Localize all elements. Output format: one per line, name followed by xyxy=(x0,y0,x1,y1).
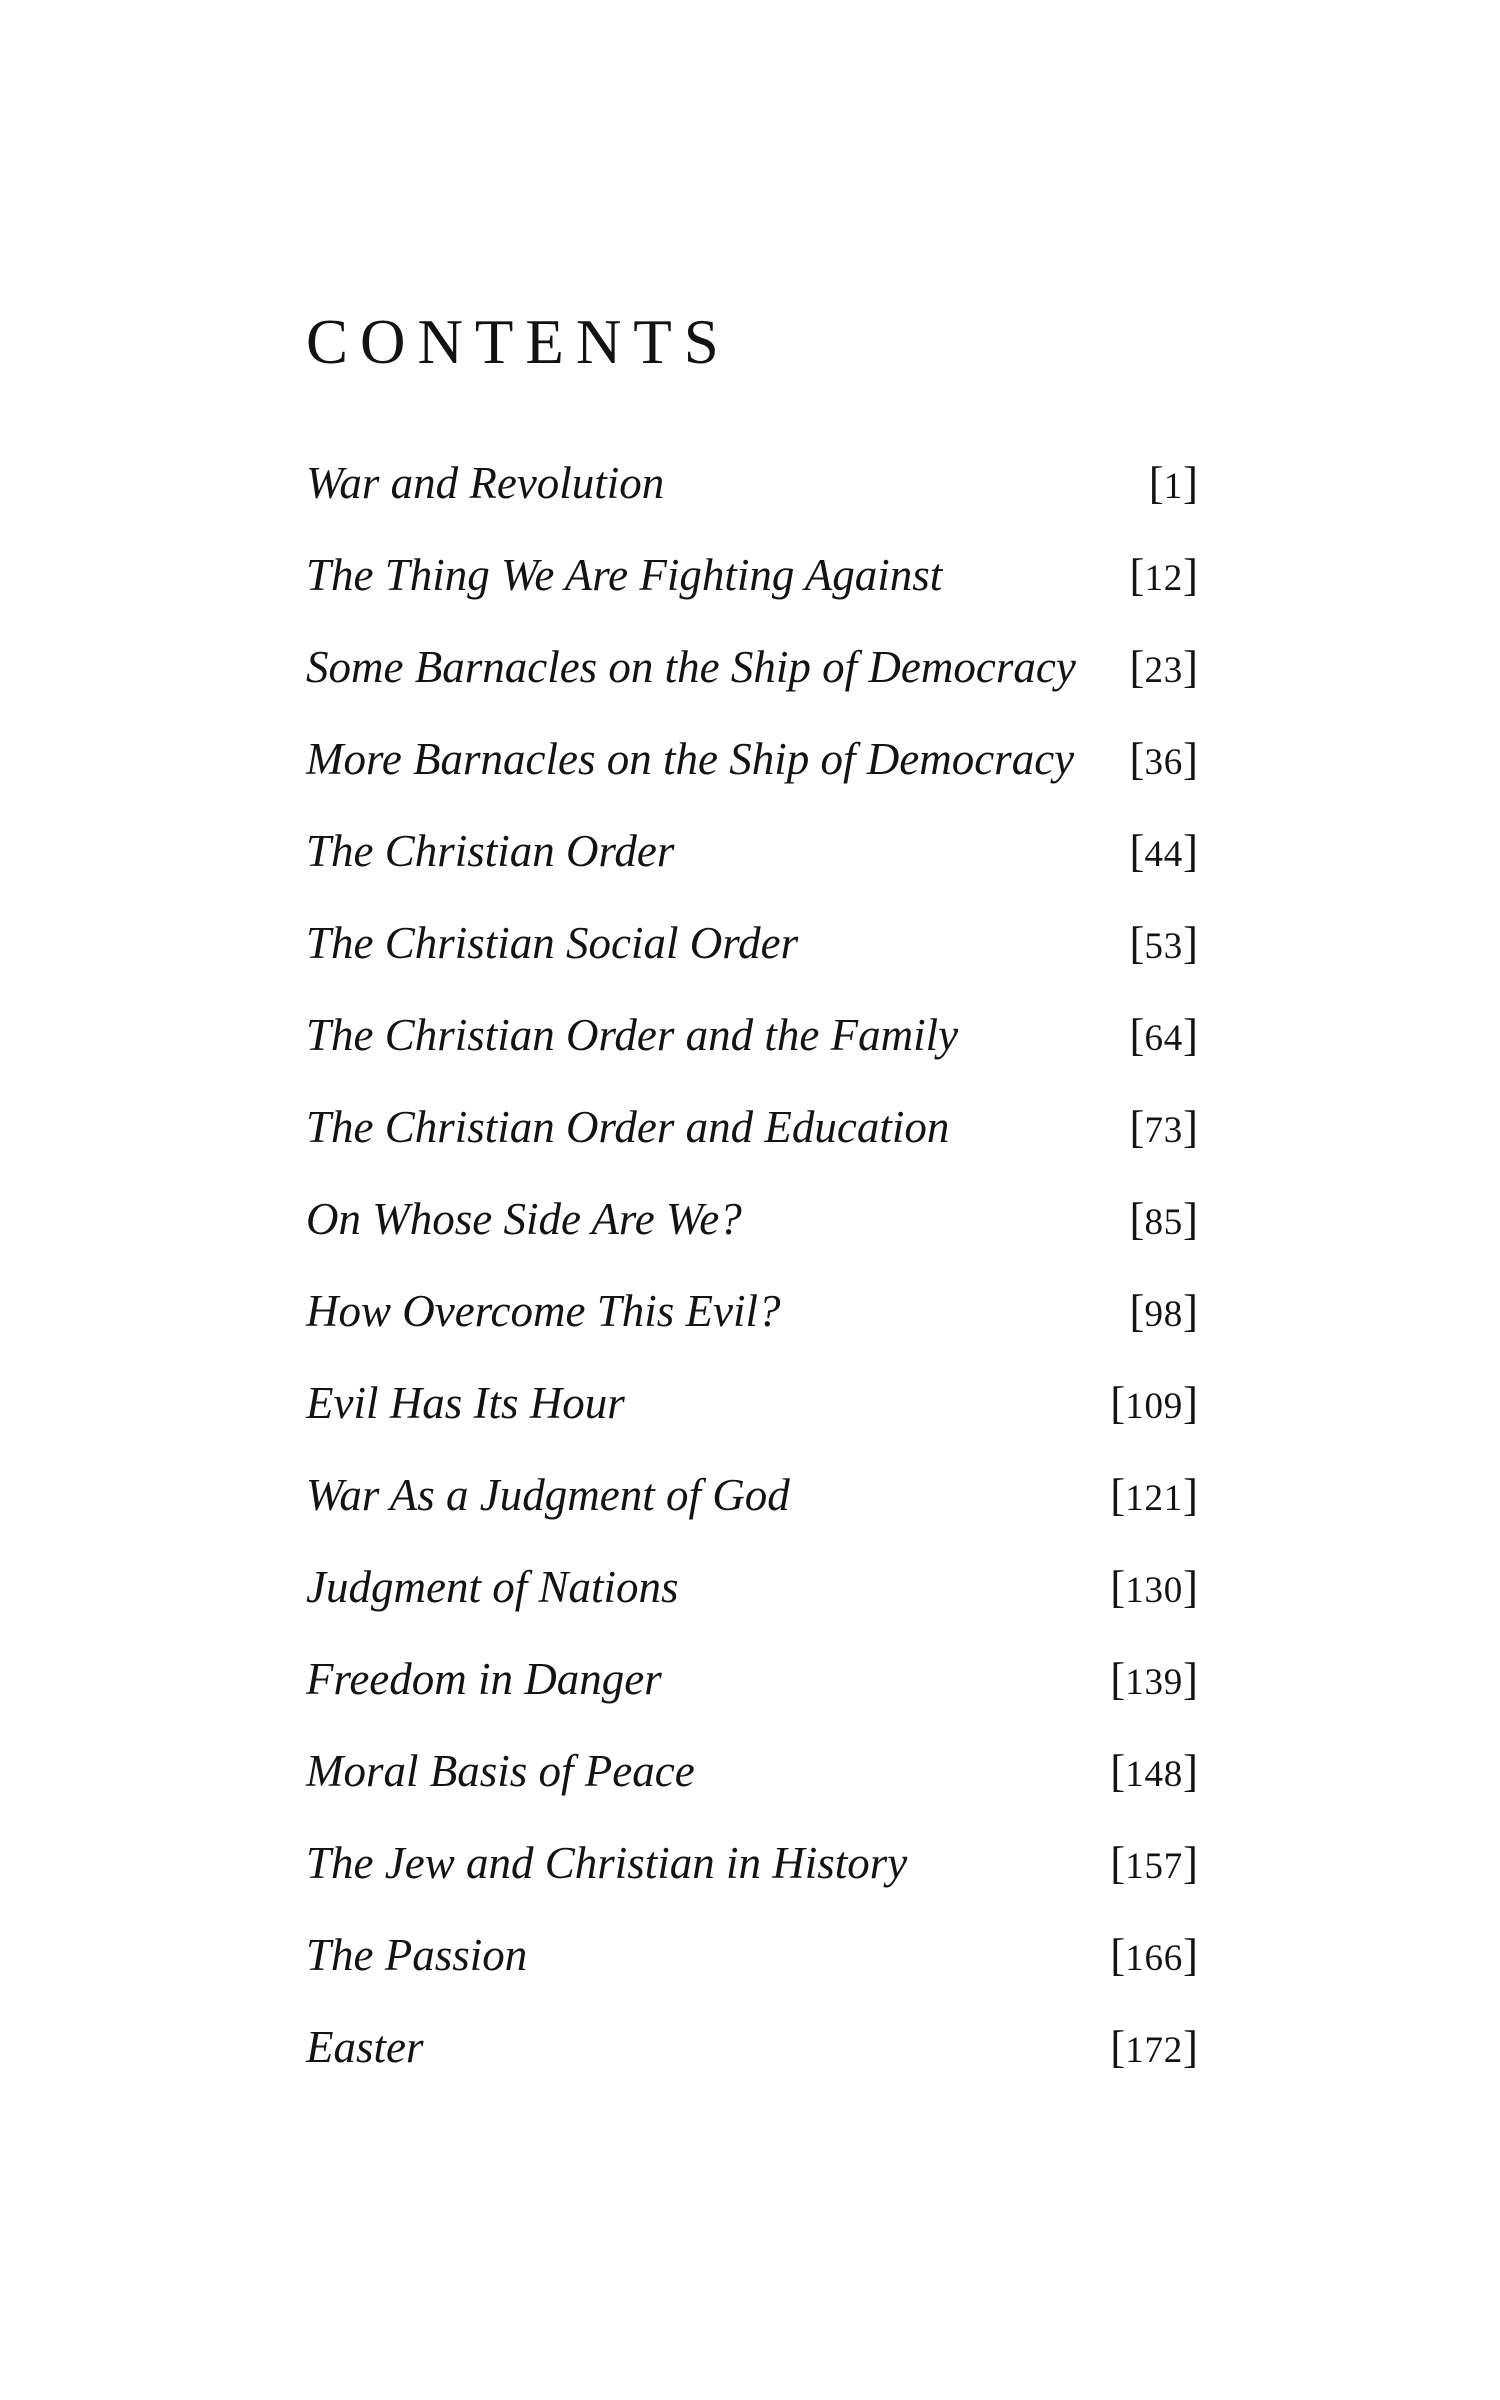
page-number: 172 xyxy=(1125,2030,1183,2071)
toc-entry-title: Easter xyxy=(306,2022,424,2072)
toc-entry xyxy=(306,437,1198,529)
close-bracket: ] xyxy=(1183,1010,1198,1060)
toc-entry-title: The Thing We Are Fighting Against xyxy=(306,550,943,600)
open-bracket: [ xyxy=(1148,458,1164,508)
open-bracket: [ xyxy=(1129,1194,1145,1244)
page-title: CONTENTS xyxy=(306,307,731,377)
close-bracket: ] xyxy=(1183,918,1198,968)
page-number: 12 xyxy=(1144,558,1183,599)
open-bracket: [ xyxy=(1129,734,1145,784)
open-bracket: [ xyxy=(1110,1378,1126,1428)
toc-entry xyxy=(306,1265,1198,1357)
toc-entry xyxy=(306,2001,1198,2093)
page-number: 139 xyxy=(1125,1662,1183,1703)
toc-entry-page xyxy=(1110,1357,1198,1453)
toc-entry xyxy=(306,713,1198,805)
toc-entry xyxy=(306,621,1198,713)
page-number: 157 xyxy=(1125,1846,1183,1887)
open-bracket: [ xyxy=(1129,1286,1145,1336)
toc-entry-page xyxy=(1110,1909,1198,2005)
open-bracket: [ xyxy=(1129,550,1145,600)
toc-entry-page xyxy=(1130,805,1198,901)
open-bracket: [ xyxy=(1110,1654,1126,1704)
close-bracket: ] xyxy=(1183,826,1198,876)
page-number: 130 xyxy=(1125,1570,1183,1611)
close-bracket: ] xyxy=(1183,550,1198,600)
close-bracket: ] xyxy=(1183,1562,1198,1612)
close-bracket: ] xyxy=(1183,1654,1198,1704)
toc-entry xyxy=(306,1817,1198,1909)
toc-entry xyxy=(306,805,1198,897)
open-bracket: [ xyxy=(1110,1562,1126,1612)
toc-entry-title: Evil Has Its Hour xyxy=(306,1378,625,1428)
open-bracket: [ xyxy=(1129,918,1145,968)
open-bracket: [ xyxy=(1110,1746,1126,1796)
close-bracket: ] xyxy=(1183,1838,1198,1888)
toc-entry-page xyxy=(1110,2001,1198,2097)
page-number: 53 xyxy=(1144,926,1183,967)
toc-entry-title: War As a Judgment of God xyxy=(306,1470,790,1520)
toc-entry xyxy=(306,1357,1198,1449)
page-number: 64 xyxy=(1144,1018,1183,1059)
toc-entry-title: Judgment of Nations xyxy=(306,1562,679,1612)
open-bracket: [ xyxy=(1129,1010,1145,1060)
toc-entry-title: War and Revolution xyxy=(306,458,665,508)
toc-entry xyxy=(306,1633,1198,1725)
close-bracket: ] xyxy=(1183,458,1198,508)
open-bracket: [ xyxy=(1129,642,1145,692)
toc-entry-page xyxy=(1110,1541,1198,1637)
toc-entry-title: The Christian Order and Education xyxy=(306,1102,950,1152)
page-number: 109 xyxy=(1125,1386,1183,1427)
page-number: 98 xyxy=(1144,1294,1183,1335)
toc-entry-page xyxy=(1130,989,1198,1085)
open-bracket: [ xyxy=(1110,2022,1126,2072)
toc-entry xyxy=(306,989,1198,1081)
open-bracket: [ xyxy=(1110,1838,1126,1888)
page-number: 73 xyxy=(1144,1110,1183,1151)
toc-entry xyxy=(306,1081,1198,1173)
close-bracket: ] xyxy=(1183,1286,1198,1336)
close-bracket: ] xyxy=(1183,1470,1198,1520)
open-bracket: [ xyxy=(1110,1930,1126,1980)
toc-entry-title: The Jew and Christian in History xyxy=(306,1838,908,1888)
toc-entry xyxy=(306,897,1198,989)
toc-entry-page xyxy=(1110,1449,1198,1545)
open-bracket: [ xyxy=(1129,826,1145,876)
page-number: 1 xyxy=(1163,466,1183,507)
close-bracket: ] xyxy=(1183,1194,1198,1244)
toc-entry-page xyxy=(1110,1633,1198,1729)
toc-entry-title: The Christian Order and the Family xyxy=(306,1010,959,1060)
toc-entry-page xyxy=(1130,1081,1198,1177)
toc-entry xyxy=(306,1725,1198,1817)
close-bracket: ] xyxy=(1183,1102,1198,1152)
toc-entry-page xyxy=(1130,621,1198,717)
page-number: 148 xyxy=(1125,1754,1183,1795)
toc-entry-title: More Barnacles on the Ship of Democracy xyxy=(306,734,1075,784)
toc-entry-title: How Overcome This Evil? xyxy=(306,1286,781,1336)
close-bracket: ] xyxy=(1183,2022,1198,2072)
toc-entry-page xyxy=(1149,437,1198,533)
toc-entry-title: Moral Basis of Peace xyxy=(306,1746,695,1796)
toc-entry-page xyxy=(1130,1265,1198,1361)
page-number: 23 xyxy=(1144,650,1183,691)
page-number: 44 xyxy=(1144,834,1183,875)
page-number: 85 xyxy=(1144,1202,1183,1243)
toc-entry xyxy=(306,1909,1198,2001)
close-bracket: ] xyxy=(1183,1930,1198,1980)
toc-entry-title: The Passion xyxy=(306,1930,528,1980)
toc-entry-title: The Christian Order xyxy=(306,826,675,876)
close-bracket: ] xyxy=(1183,1378,1198,1428)
toc-entry-page xyxy=(1130,897,1198,993)
page-number: 36 xyxy=(1144,742,1183,783)
close-bracket: ] xyxy=(1183,1746,1198,1796)
toc-entry-title: On Whose Side Are We? xyxy=(306,1194,742,1244)
toc-list xyxy=(306,437,1198,2093)
close-bracket: ] xyxy=(1183,734,1198,784)
toc-entry-title: Some Barnacles on the Ship of Democracy xyxy=(306,642,1076,692)
toc-entry xyxy=(306,1541,1198,1633)
open-bracket: [ xyxy=(1110,1470,1126,1520)
page-number: 121 xyxy=(1125,1478,1183,1519)
toc-entry-title: The Christian Social Order xyxy=(306,918,799,968)
toc-entry-page xyxy=(1110,1725,1198,1821)
page-number: 166 xyxy=(1125,1938,1183,1979)
toc-entry-page xyxy=(1110,1817,1198,1913)
close-bracket: ] xyxy=(1183,642,1198,692)
toc-entry-page xyxy=(1130,713,1198,809)
toc-entry xyxy=(306,529,1198,621)
toc-entry-page xyxy=(1130,529,1198,625)
toc-entry-page xyxy=(1130,1173,1198,1269)
toc-entry-title: Freedom in Danger xyxy=(306,1654,662,1704)
open-bracket: [ xyxy=(1129,1102,1145,1152)
toc-entry xyxy=(306,1173,1198,1265)
toc-entry xyxy=(306,1449,1198,1541)
